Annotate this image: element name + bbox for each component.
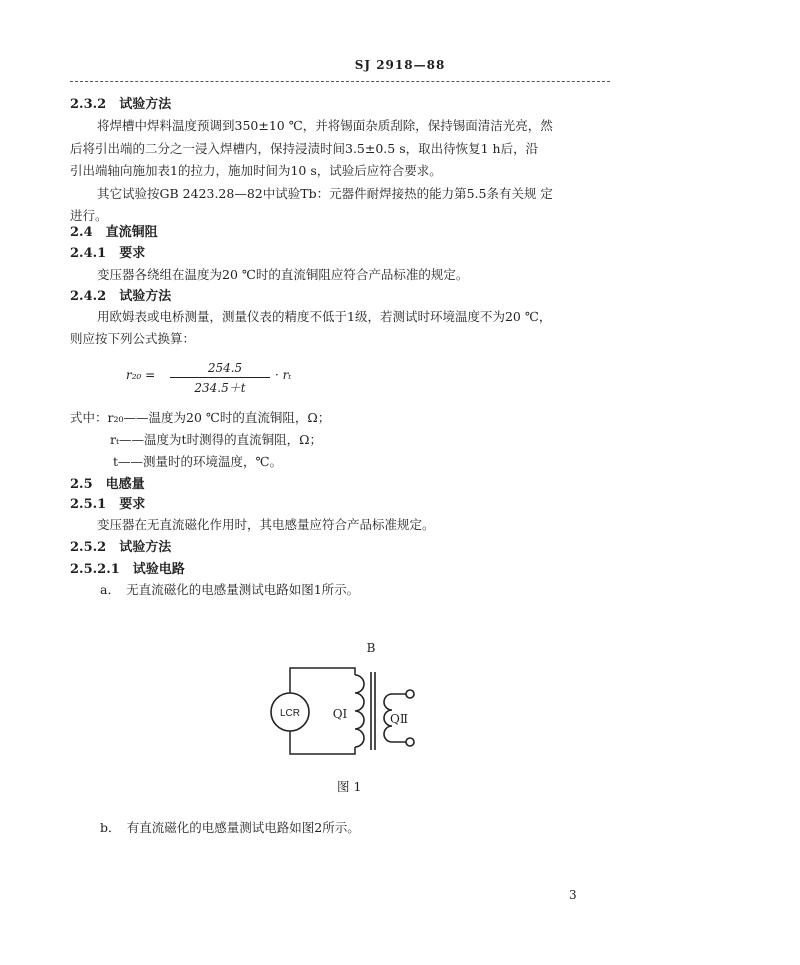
wire-top [290,668,355,693]
para-line: 则应按下列公式换算： [70,331,196,346]
figure-caption: 图 1 [337,779,362,794]
para-line: 用欧姆表或电桥测量，测量仪表的精度不低于1级，若测试时环境温度不为20 ℃， [97,309,552,324]
page-number: 3 [569,888,577,902]
terminal-bottom [406,738,414,746]
legend-line: t——测量时的环境温度，℃。 [113,454,283,469]
formula-lhs: r₂₀ = [126,368,156,382]
fraction-bar [170,377,270,378]
formula-rhs: · rₜ [275,368,292,382]
para-line: 变压器各绕组在温度为20 ℃时的直流铜阻应符合产品标准的规定。 [97,267,469,282]
formula-numerator: 254.5 [207,361,243,375]
wire-bottom [290,731,355,754]
heading-2-5-2: 2.5.2 试验方法 [70,540,172,555]
para-line: 后将引出端的二分之一浸入焊槽内，保持浸渍时间3.5±0.5 s，取出待恢复1 h后，沿 [70,141,539,156]
legend-line: 式中：r₂₀——温度为20 ℃时的直流铜阻，Ω； [70,410,331,425]
lcr-label: LCR [279,708,301,719]
transformer-label: B [366,641,376,655]
heading-2-5: 2.5 电感量 [70,477,145,492]
heading-2-5-1: 2.5.1 要求 [70,497,146,512]
para-line: 其它试验按GB 2423.28—82中试验Tb：元器件耐焊接热的能力第5.5条有关规 定 [97,186,553,201]
para-line: 变压器在无直流磁化作用时，其电感量应符合产品标准规定。 [97,517,435,532]
item-a: a． 无直流磁化的电感量测试电路如图1所示。 [100,582,360,597]
heading-2-4: 2.4 直流铜阻 [70,225,158,240]
terminal-top [406,690,414,698]
para-line: 将焊槽中焊料温度预调到350±10 ℃，并将锡面杂质刮除，保持锡面清洁光亮，然 [97,118,553,133]
legend-line: rₜ——温度为t时测得的直流铜阻，Ω； [110,432,322,447]
para-line: 进行。 [70,208,108,223]
formula-denominator: 234.5＋t [194,381,246,395]
heading-2-4-1: 2.4.1 要求 [70,246,146,261]
figure-1-circuit [260,630,460,770]
standard-number-header: SJ 2918—88 [354,58,446,72]
primary-winding [355,675,364,747]
item-b: b． 有直流磁化的电感量测试电路如图2所示。 [100,820,360,835]
secondary-label: QⅡ [390,712,408,726]
heading-2-4-2: 2.4.2 试验方法 [70,289,172,304]
heading-2-3-2: 2.3.2 试验方法 [70,97,172,112]
primary-label: QⅠ [332,707,348,721]
para-line: 引出端轴向施加表1的拉力，施加时间为10 s，试验后应符合要求。 [70,163,442,178]
header-rule [70,81,610,82]
heading-2-5-2-1: 2.5.2.1 试验电路 [70,562,185,577]
